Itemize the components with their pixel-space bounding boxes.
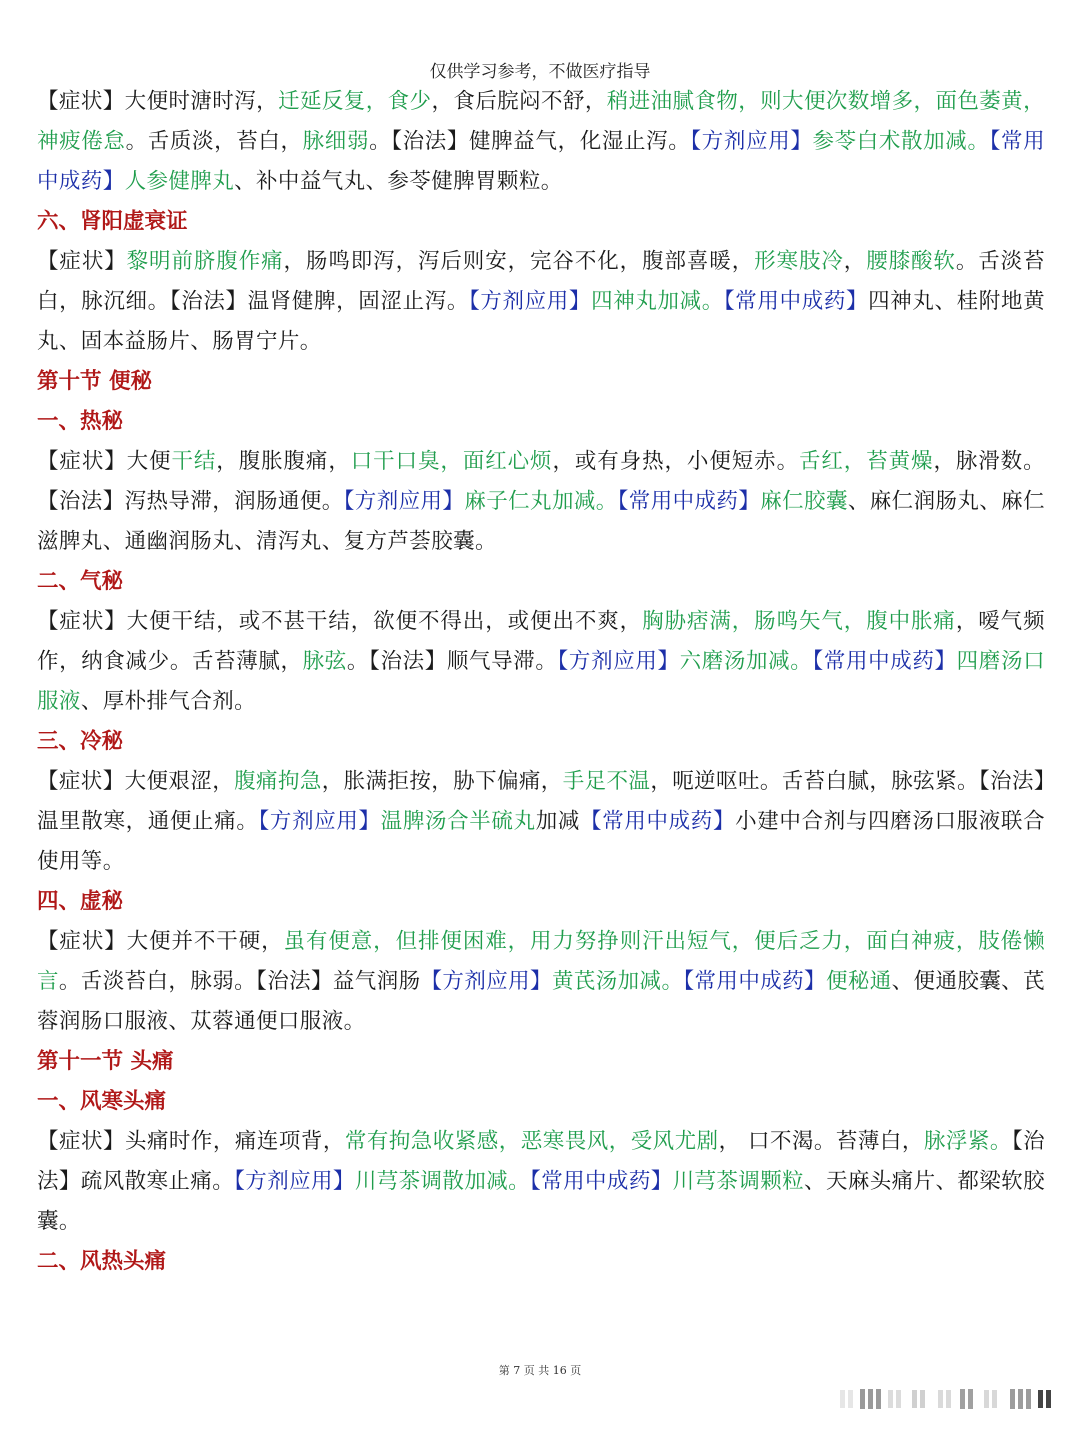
highlight-text: 常有拘急收紧感，恶寒畏风，受风尤剧 xyxy=(344,1129,719,1154)
highlight-text: 便秘通 xyxy=(825,969,892,994)
label-text: 【常用中成药】 xyxy=(580,809,736,834)
body-text: 【症状】大便 xyxy=(37,449,172,474)
highlight-text: 胸胁痞满，肠鸣矢气，腹中胀痛 xyxy=(642,609,956,634)
highlight-text: 虽有便意，但排便困难，用力努挣则汗出短气，便后乏力，面白神疲，肢倦懒言 xyxy=(37,929,1045,994)
body-text: 、麻仁润肠丸、麻仁滋脾丸、通幽润肠丸、清泻丸、复方芦荟胶囊。 xyxy=(37,489,1045,554)
label-text: 【方剂应用】 xyxy=(343,489,465,514)
highlight-text: 舌红，苔黄燥 xyxy=(798,449,934,474)
body-text: ，腹胀腹痛， xyxy=(216,449,351,474)
body-text: 【症状】头痛时作，痛连项背， xyxy=(37,1129,345,1154)
section-heading: 一、热秘 xyxy=(37,409,124,434)
highlight-text: 麻仁胶囊 xyxy=(760,489,848,514)
highlight-text: 麻子仁丸加减。 xyxy=(464,489,618,514)
body-text: ，胀满拒按，胁下偏痛， xyxy=(321,769,563,794)
body-text: ，嗳气频作，纳食减少。舌苔薄腻， xyxy=(37,609,1045,674)
body-text: 【症状】大便艰涩， xyxy=(37,769,235,794)
body-text: 【症状】大便干结，或不甚干结，欲便不得出，或便出不爽， xyxy=(37,609,643,634)
body-text: 、天麻头痛片、都梁软胶囊。 xyxy=(37,1169,1045,1234)
highlight-text: 四磨汤口服液 xyxy=(37,649,1045,714)
body-text: ，脉滑数。【治法】泻热导滞，润肠通便。 xyxy=(37,449,1045,514)
body-text: 【症状】大便时溏时泻， xyxy=(37,89,279,114)
body-text: 。【治法】顺气导滞。 xyxy=(346,649,558,674)
highlight-text: 迁延反复，食少 xyxy=(278,89,432,114)
section-heading: 四、虚秘 xyxy=(37,889,124,914)
highlight-text: 川芎茶调散加减。 xyxy=(354,1169,531,1194)
paragraph xyxy=(37,242,1045,362)
body-text: ， 口不渴。苔薄白， xyxy=(718,1129,924,1154)
body-text: ，肠鸣即泻，泻后则安，完谷不化，腹部喜暖， xyxy=(283,249,755,274)
paragraph xyxy=(37,1122,1045,1242)
label-text: 【常用中成药】 xyxy=(37,129,1046,194)
body-text: 加减 xyxy=(535,809,581,834)
section-heading: 一、风寒头痛 xyxy=(37,1089,167,1114)
body-text: 、补中益气丸、参苓健脾胃颗粒。 xyxy=(234,169,563,194)
label-text: 【常用中成药】 xyxy=(812,649,957,674)
label-text: 【常用中成药】 xyxy=(530,1169,673,1194)
label-text: 【方剂应用】 xyxy=(234,1169,355,1194)
body-text: ，食后脘闷不舒， xyxy=(431,89,607,114)
body-text: 。舌淡苔白，脉弱。【治法】益气润肠 xyxy=(58,969,421,994)
label-text: 【方剂应用】 xyxy=(258,809,381,834)
highlight-text: 手足不温 xyxy=(562,769,651,794)
highlight-text: 参苓白术散加减。 xyxy=(812,129,990,154)
body-text: 。舌质淡，苔白， xyxy=(125,129,303,154)
section-heading: 三、冷秘 xyxy=(37,729,124,754)
page-header: 仅供学习参考，不做医疗指导 xyxy=(429,62,651,82)
body-text: ，呃逆呕吐。舌苔白腻，脉弦紧。【治法】温里散寒，通便止痛。 xyxy=(37,769,1046,834)
highlight-text: 腰膝酸软 xyxy=(866,249,956,274)
paragraph xyxy=(37,762,1045,882)
body-text: ， xyxy=(843,249,867,274)
body-text: 小建中合剂与四磨汤口服液联合使用等。 xyxy=(37,809,1045,874)
body-text: 四神丸、桂附地黄丸、固本益肠片、肠胃宁片。 xyxy=(37,289,1045,354)
section-heading: 第十节 便秘 xyxy=(37,369,152,394)
highlight-text: 川芎茶调颗粒 xyxy=(672,1169,805,1194)
body-text: 【症状】大便并不干硬， xyxy=(37,929,284,954)
highlight-text: 脉浮紧。 xyxy=(923,1129,1012,1154)
highlight-text: 干结 xyxy=(171,449,217,474)
label-text: 【方剂应用】 xyxy=(469,289,592,314)
section-heading: 六、肾阳虚衰证 xyxy=(37,209,188,234)
watermark-graphic xyxy=(826,1386,1056,1412)
highlight-text: 四神丸加减。 xyxy=(591,289,724,314)
highlight-text: 脉弦 xyxy=(302,649,347,674)
body-text: ，或有身热，小便短赤。 xyxy=(552,449,799,474)
label-text: 【常用中成药】 xyxy=(683,969,826,994)
body-text: 。舌淡苔白，脉沉细。【治法】温肾健脾，固涩止泻。 xyxy=(37,249,1045,314)
label-text: 【方剂应用】 xyxy=(557,649,680,674)
watermark-logo xyxy=(826,1386,1056,1412)
highlight-text: 人参健脾丸 xyxy=(124,169,235,194)
body-text: 【症状】 xyxy=(37,249,127,274)
highlight-text: 六磨汤加减。 xyxy=(679,649,813,674)
body-text: 、便通胶囊、芪蓉润肠口服液、苁蓉通便口服液。 xyxy=(37,969,1045,1034)
highlight-text: 形寒肢冷 xyxy=(754,249,844,274)
label-text: 【常用中成药】 xyxy=(617,489,761,514)
highlight-text: 黎明前脐腹作痛 xyxy=(126,249,284,274)
highlight-text: 脉细弱 xyxy=(302,129,370,154)
highlight-text: 腹痛拘急 xyxy=(234,769,322,794)
paragraph xyxy=(37,602,1045,722)
label-text: 【常用中成药】 xyxy=(723,289,869,314)
body-text: 【治法】疏风散寒止痛。 xyxy=(37,1129,1045,1194)
body-text: 。【治法】健脾益气，化湿止泻。 xyxy=(369,129,691,154)
label-text: 【方剂应用】 xyxy=(420,969,552,994)
section-heading: 二、风热头痛 xyxy=(37,1249,167,1274)
document-body xyxy=(37,82,1045,1282)
highlight-text: 温脾汤合半硫丸 xyxy=(380,809,536,834)
highlight-text: 稍进油腻食物，则大便次数增多，面色萎黄，神疲倦怠 xyxy=(37,89,1045,154)
label-text: 【方剂应用】 xyxy=(690,129,813,154)
page-footer: 第 7 页 共 16 页 xyxy=(498,1364,582,1377)
highlight-text: 黄芪汤加减。 xyxy=(551,969,684,994)
paragraph xyxy=(37,82,1045,202)
paragraph xyxy=(37,922,1045,1042)
body-text: 、厚朴排气合剂。 xyxy=(80,689,257,714)
section-heading: 二、气秘 xyxy=(37,569,124,594)
highlight-text: 口干口臭，面红心烦 xyxy=(350,449,553,474)
paragraph xyxy=(37,442,1045,562)
section-heading: 第十一节 头痛 xyxy=(37,1049,174,1074)
